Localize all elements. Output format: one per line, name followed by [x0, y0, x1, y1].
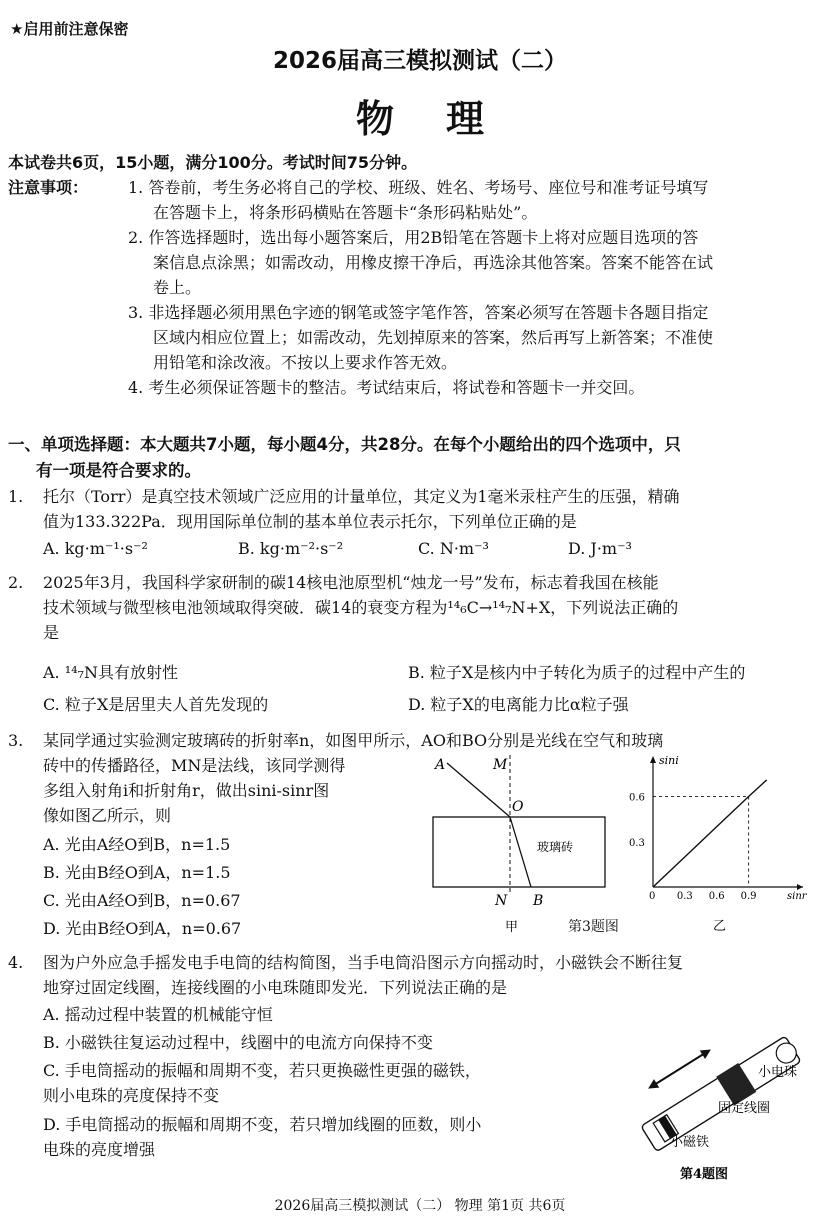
figure-refraction	[425, 755, 615, 935]
option-d[interactable]: D. 光由B经O到A，n=0.67	[43, 919, 242, 938]
x-tick-label: 0	[649, 891, 656, 902]
section-heading-line: 有一项是符合要求的。	[36, 461, 201, 480]
option-c[interactable]: C. N·m⁻³	[418, 539, 489, 558]
x-tick-label: 0.9	[740, 891, 757, 902]
label-a: A	[435, 757, 446, 773]
label-o: O	[512, 799, 524, 815]
caption-jia: 甲	[505, 920, 519, 935]
option-a[interactable]: A. 光由A经O到B，n=1.5	[43, 835, 231, 854]
option-line: 电珠的亮度增强	[43, 1140, 156, 1159]
exam-title: 2026届高三模拟测试（二）	[272, 48, 567, 74]
question-text: 像如图乙所示，则	[43, 806, 172, 825]
label-bulb: 小电珠	[758, 1065, 798, 1080]
option-d[interactable]: D. J·m⁻³	[568, 539, 632, 558]
y-tick-label: 0.6	[629, 792, 645, 804]
page-footer: 2026届高三模拟测试（二） 物理 第1页 共6页	[274, 1198, 566, 1214]
x-tick-label: 0.3	[676, 891, 693, 902]
question-text: 图为户外应急手摇发电手电筒的结构简图，当手电筒沿图示方向摇动时，小磁铁会不断往复	[43, 953, 684, 972]
glass-label: 玻璃砖	[537, 840, 574, 854]
label-n: N	[495, 893, 508, 909]
option-b[interactable]: B. 粒子X是核内中子转化为质子的过程中产生的	[408, 663, 746, 682]
ray-ob	[510, 817, 531, 887]
question-2	[8, 570, 823, 714]
question-number: 4.	[8, 953, 24, 972]
question-text: 某同学通过实验测定玻璃砖的折射率n，如图甲所示，AO和BO分别是光线在空气和玻璃	[43, 731, 664, 750]
section-heading	[8, 432, 830, 484]
question-text: 2025年3月，我国科学家研制的碳14核电池原型机“烛龙一号”发布，标志着我国在核能	[43, 573, 659, 592]
subject-title: 物理	[355, 96, 536, 141]
confidential-mark: ★启用前注意保密	[10, 20, 129, 38]
notice-item: 卷上。	[153, 278, 202, 297]
y-axis-arrow	[650, 756, 656, 763]
question-text: 地穿过固定线圈，连接线圈的小电珠随即发光．下列说法正确的是	[43, 978, 508, 997]
bulb-icon	[772, 1039, 800, 1067]
option-line: 则小电珠的亮度保持不变	[43, 1086, 220, 1105]
notice-item: 案信息点涂黑；如需改动，用橡皮擦干净后，再选涂其他答案。答案不能答在试	[153, 253, 714, 272]
coil-icon	[716, 1063, 756, 1106]
figure-flashlight	[620, 1018, 820, 1188]
notice-item: 4. 考生必须保证答题卡的整洁。考试结束后，将试卷和答题卡一并交回。	[128, 378, 645, 397]
notice-item: 3. 非选择题必须用黑色字迹的钢笔或签字笔作答，答案必须写在答题卡各题目指定	[128, 303, 709, 322]
question-number: 1.	[8, 487, 24, 506]
y-tick-label: 0.3	[629, 837, 645, 849]
option-line: D. 手电筒摇动的振幅和周期不变，若只增加线圈的匝数，则小	[43, 1115, 482, 1134]
section-heading-line: 一、单项选择题：本大题共7小题，每小题4分，共28分。在每个小题给出的四个选项中，只	[8, 435, 681, 454]
option-c[interactable]: C. 光由A经O到B，n=0.67	[43, 891, 241, 910]
notice-item: 用铅笔和涂改液。不按以上要求作答无效。	[153, 353, 458, 372]
question-4	[8, 950, 823, 1159]
option-line: C. 手电筒摇动的振幅和周期不变，若只更换磁性更强的磁铁，	[43, 1061, 481, 1080]
option-b[interactable]: B. 光由B经O到A，n=1.5	[43, 863, 231, 882]
question-number: 3.	[8, 731, 24, 750]
question-text: 是	[43, 623, 60, 642]
option-d[interactable]	[43, 1112, 481, 1162]
x-axis-label: sinr	[787, 891, 807, 902]
notice-item: 区域内相应位置上；如需改动，先划掉原来的答案，然后再写上新答案；不准使	[153, 328, 714, 347]
label-coil: 固定线圈	[718, 1101, 771, 1116]
arrow-head-right	[700, 1045, 714, 1059]
motion-arrow-icon	[653, 1053, 706, 1086]
question-text: 托尔（Torr）是真空技术领域广泛应用的计量单位，其定义为1毫米汞柱产生的压强，精确	[43, 487, 680, 506]
sini-sinr-chart	[625, 752, 810, 937]
figure-caption-q4: 第4题图	[680, 1167, 729, 1182]
question-text: 砖中的传播路径，MN是法线，该同学测得	[43, 756, 346, 775]
series-line	[653, 780, 767, 887]
option-c[interactable]: C. 粒子X是居里夫人首先发现的	[43, 695, 269, 714]
option-d[interactable]: D. 粒子X的电离能力比α粒子强	[408, 695, 629, 714]
x-axis-arrow	[797, 884, 803, 890]
caption-yi: 乙	[713, 919, 727, 934]
label-b: B	[533, 893, 544, 909]
option-b[interactable]: B. 小磁铁往复运动过程中，线圈中的电流方向保持不变	[43, 1033, 433, 1052]
notice-summary: 本试卷共6页，15小题，满分100分。考试时间75分钟。	[8, 153, 418, 172]
notice-list	[8, 175, 828, 400]
question-text: 多组入射角i和折射角r，做出sini-sinr图	[43, 781, 330, 800]
option-c[interactable]	[43, 1058, 481, 1108]
notice-label: 注意事项：	[8, 178, 89, 197]
figure-caption-q3: 第3题图	[568, 919, 619, 935]
option-a[interactable]: A. 摇动过程中装置的机械能守恒	[43, 1005, 273, 1024]
label-m: M	[493, 757, 508, 773]
question-text: 技术领域与微型核电池领域取得突破．碳14的衰变方程为¹⁴₆C→¹⁴₇N+X，下列说法正确的	[43, 598, 679, 617]
notice-block	[8, 150, 828, 400]
glass-block	[433, 817, 605, 887]
notice-item: 在答题卡上，将条形码横贴在答题卡“条形码粘贴处”。	[153, 203, 538, 222]
question-number: 2.	[8, 573, 24, 592]
notice-item: 2. 作答选择题时，选出每小题答案后，用2B铅笔在答题卡上将对应题目选项的答	[128, 228, 699, 247]
notice-item: 1. 答卷前，考生务必将自己的学校、班级、姓名、考场号、座位号和准考证号填写	[128, 178, 709, 197]
option-a[interactable]: A. ¹⁴₇N具有放射性	[43, 663, 178, 682]
arrow-head-left	[645, 1079, 659, 1093]
y-axis-label: sini	[659, 754, 679, 767]
x-tick-label: 0.6	[708, 891, 725, 902]
option-a[interactable]: A. kg·m⁻¹·s⁻²	[43, 539, 148, 558]
question-text: 值为133.322Pa．现用国际单位制的基本单位表示托尔，下列单位正确的是	[43, 512, 577, 531]
label-magnet: 小磁铁	[670, 1135, 710, 1150]
question-1	[8, 484, 823, 558]
option-b[interactable]: B. kg·m⁻²·s⁻²	[238, 539, 344, 558]
